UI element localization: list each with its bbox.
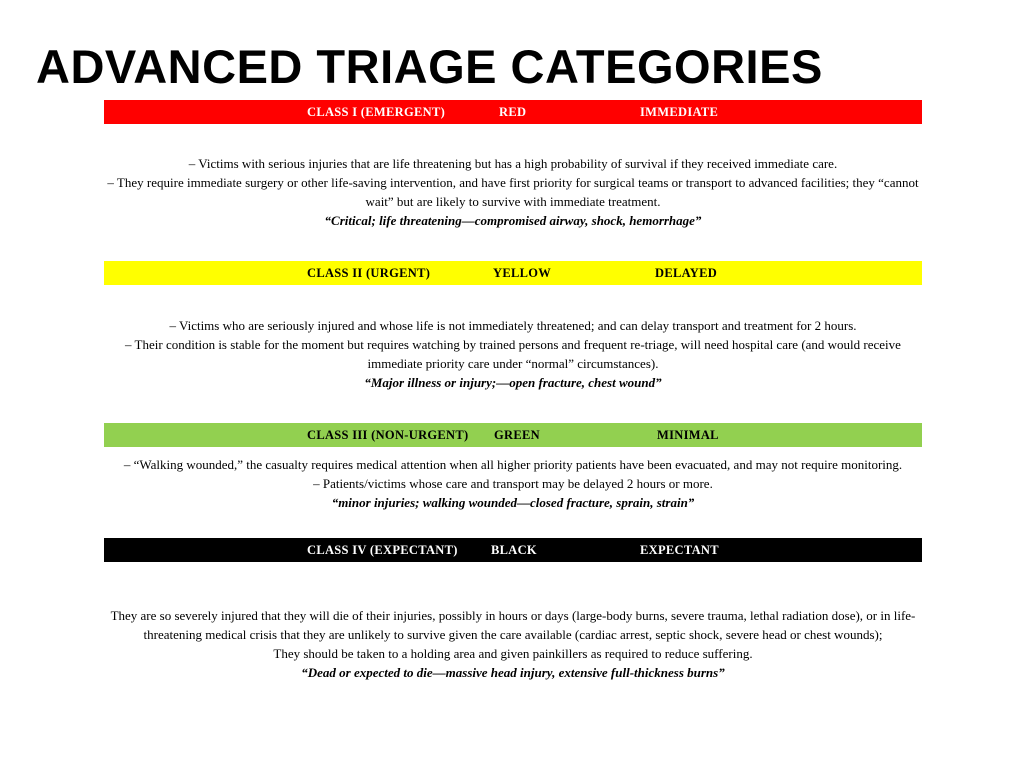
category-band-class-2 [104,261,922,285]
description-line: – Victims with serious injuries that are life threatening but has a high probability of survival if they received immediate care. [188,156,838,171]
page-title: ADVANCED TRIAGE CATEGORIES [36,40,823,93]
category-example: “minor injuries; walking wounded—closed fracture, sprain, strain” [331,495,695,510]
priority-label: MINIMAL [657,428,719,442]
category-band-class-4 [104,538,922,562]
category-example: “Critical; life threatening—compromised airway, shock, hemorrhage” [324,213,702,228]
class-label: CLASS IV (EXPECTANT) [307,543,458,557]
priority-label: IMMEDIATE [640,105,719,119]
category-band-class-3 [104,423,922,447]
category-description-class-4 [104,606,922,682]
category-description-class-3 [104,455,922,512]
description-line: – “Walking wounded,” the casualty requires medical attention when all higher priority patients have been evacuated, and may not require monitoring. [123,457,903,472]
priority-label: DELAYED [655,266,718,280]
category-example: “Major illness or injury;—open fracture, chest wound” [364,375,662,390]
class-label: CLASS II (URGENT) [307,266,431,280]
description-line: – They require immediate surgery or other life-saving intervention, and have first priority for surgical teams or transport to advanced facilities; they “cannot wait” but are likely to survive with immediate treatment. [107,175,919,209]
color-label: RED [499,105,527,119]
priority-label: EXPECTANT [640,543,719,557]
description-line: – Victims who are seriously injured and whose life is not immediately threatened; and can delay transport and treatment for 2 hours. [169,318,857,333]
category-example: “Dead or expected to die—massive head injury, extensive full-thickness burns” [301,665,725,680]
description-line: They are so severely injured that they will die of their injuries, possibly in hours or days (large-body burns, severe trauma, lethal radiation dose), or in life-threatening medical crisis that they are unlikely to survive given the care available (cardiac arrest, septic shock, severe head or chest wounds); [110,608,916,642]
color-label: GREEN [494,428,540,442]
color-label: YELLOW [493,266,552,280]
description-line: – Patients/victims whose care and transport may be delayed 2 hours or more. [313,476,713,491]
category-band-class-1 [104,100,922,124]
category-description-class-2 [104,316,922,392]
class-label: CLASS III (NON-URGENT) [307,428,469,442]
description-line: They should be taken to a holding area and given painkillers as required to reduce suffering. [273,646,753,661]
class-label: CLASS I (EMERGENT) [307,105,446,119]
category-description-class-1 [104,154,922,230]
color-label: BLACK [491,543,537,557]
description-line: – Their condition is stable for the moment but requires watching by trained persons and frequent re-triage, will need hospital care (and would receive immediate priority care under “normal” circumstances). [125,337,901,371]
